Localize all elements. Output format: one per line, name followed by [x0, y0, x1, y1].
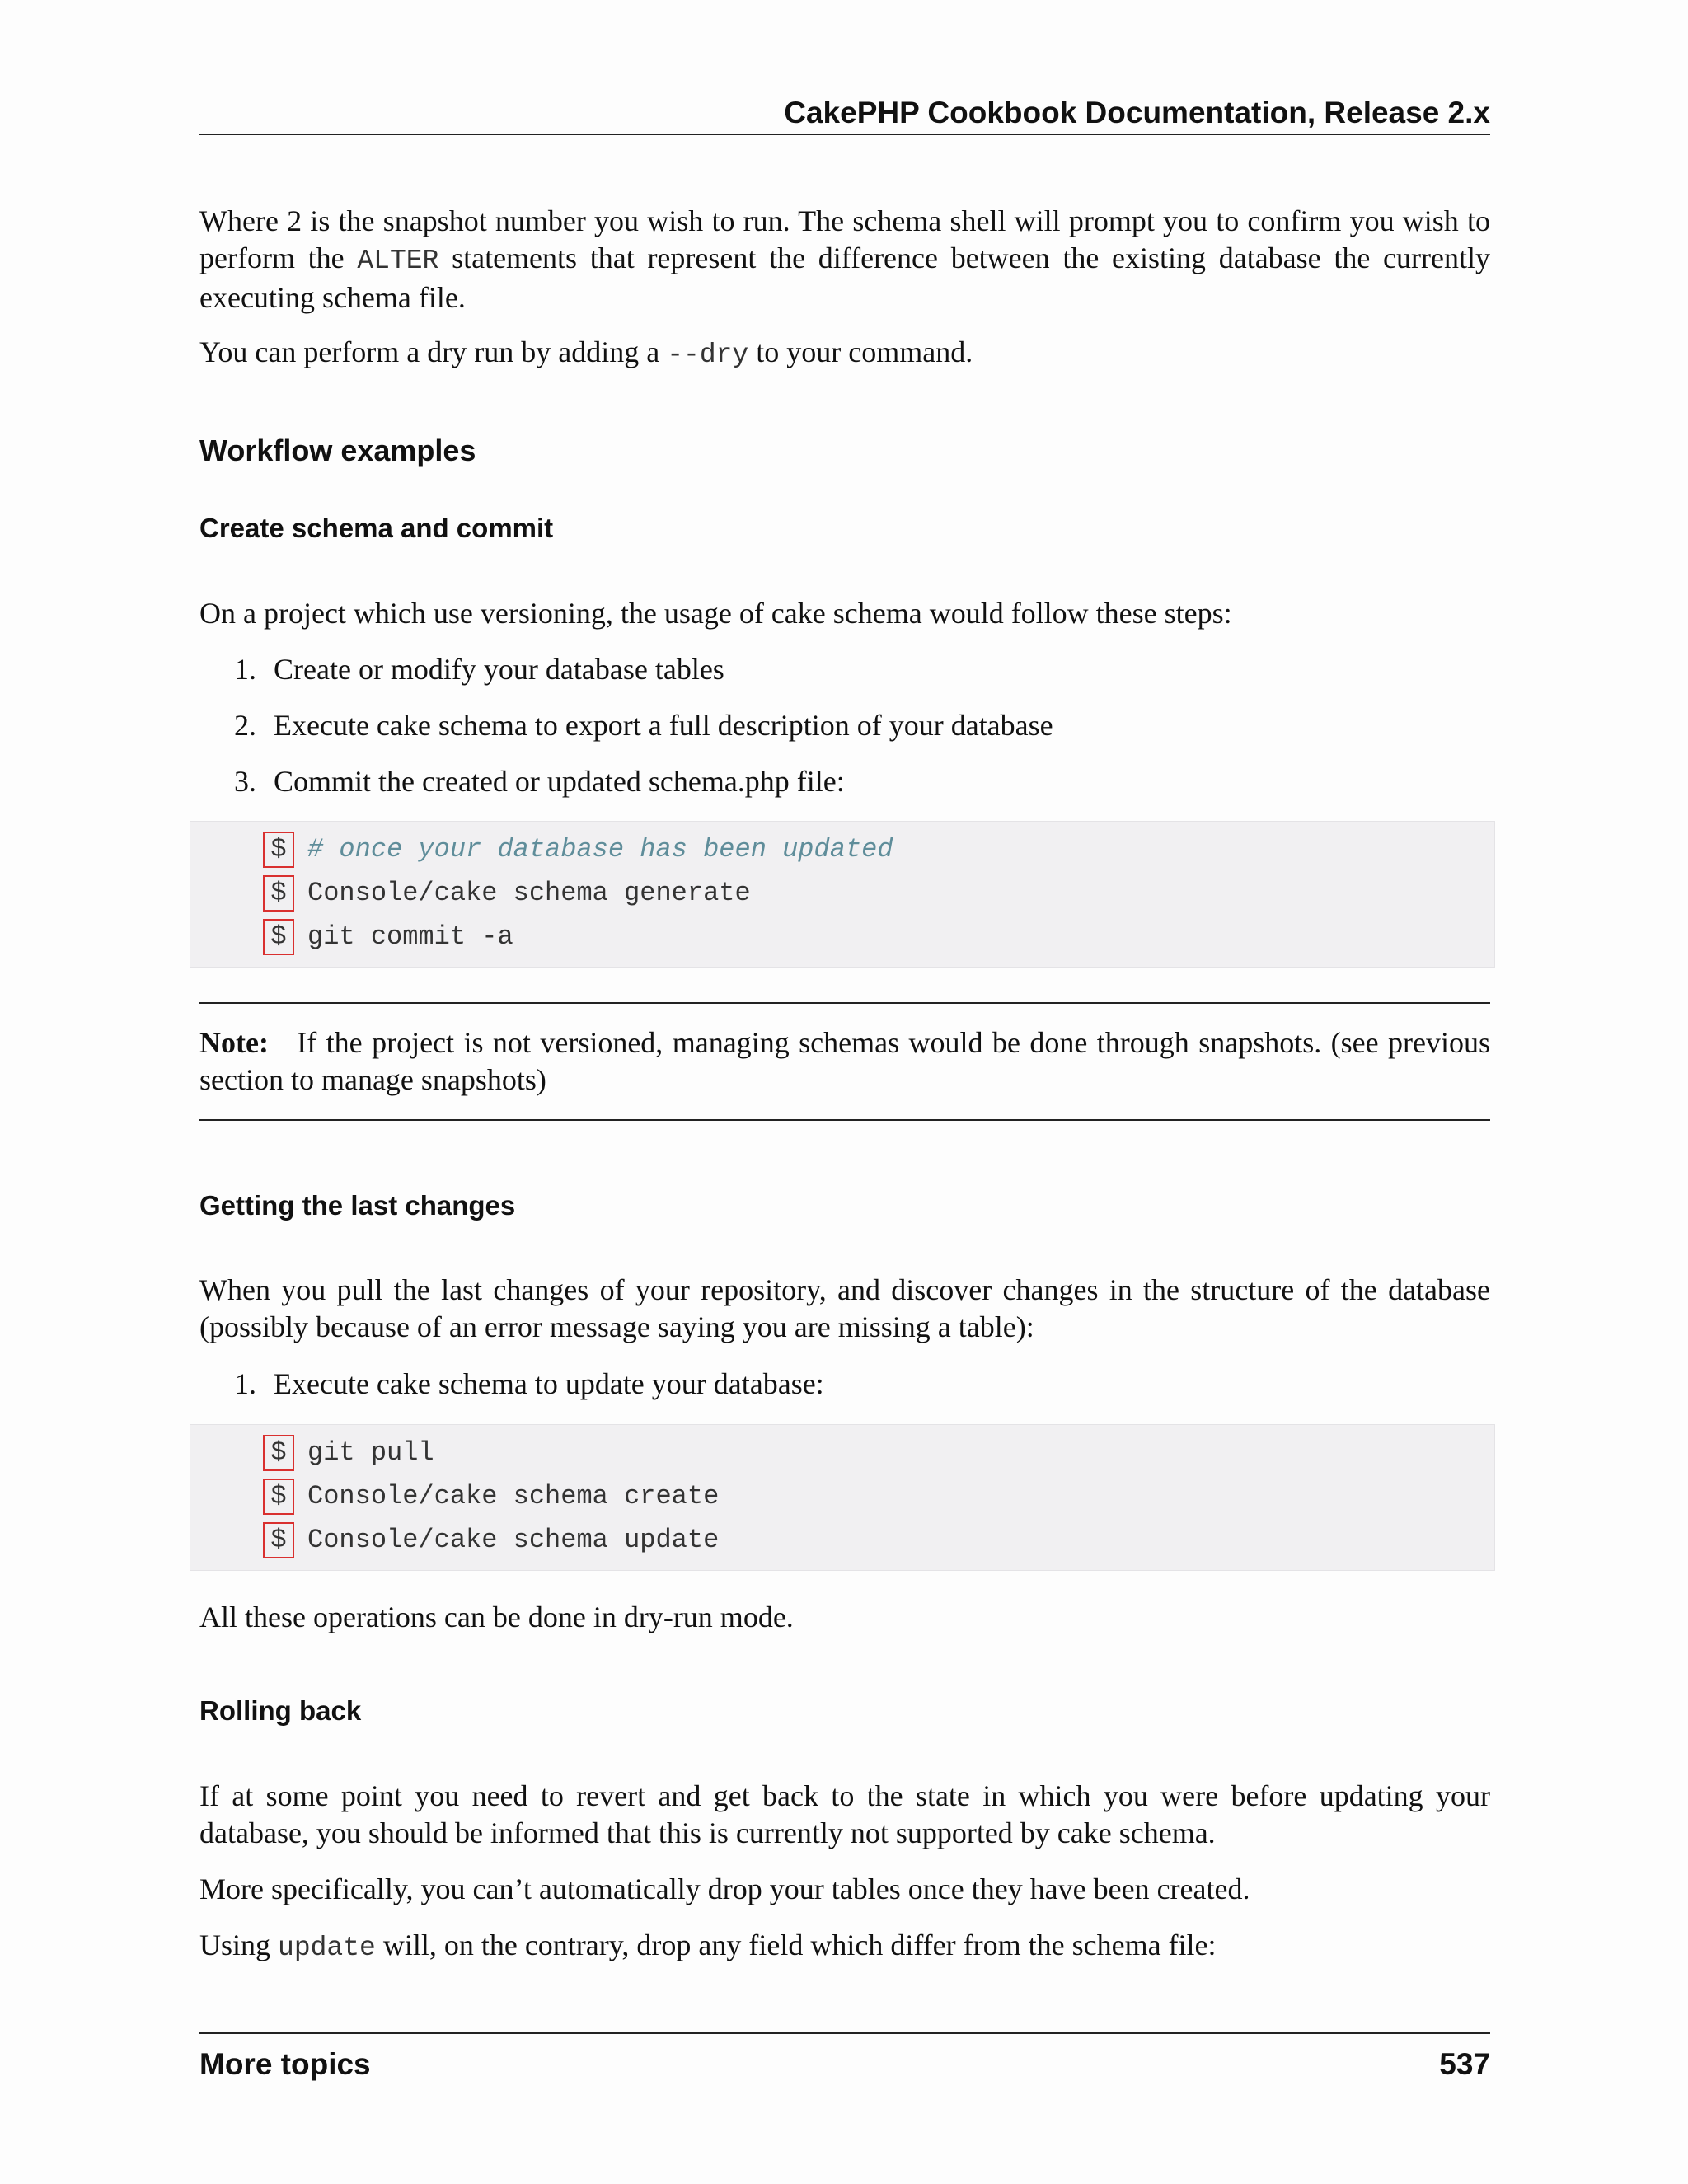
running-header: CakePHP Cookbook Documentation, Release 2.x — [784, 96, 1490, 129]
list-item-number: 3. — [234, 765, 256, 798]
footer-section-title: More topics — [199, 2047, 371, 2081]
note-text: If the project is not versioned, managing schemas would be done through snapshots. (see previous section to manage snapshots) — [199, 1026, 1491, 1096]
code-text: git pull — [307, 1437, 434, 1468]
create-schema-paragraph: On a project which use versioning, the usage of cake schema would follow these steps: — [199, 597, 1232, 630]
code-line — [263, 874, 751, 913]
code-line — [263, 830, 893, 869]
note-box — [199, 1024, 1490, 1099]
note-top-rule — [199, 1002, 1490, 1004]
code-text: Console/cake schema generate — [307, 878, 751, 908]
list-item-number: 1. — [234, 653, 256, 686]
inline-code-update: update — [278, 1933, 376, 1963]
code-line — [263, 917, 513, 957]
code-line — [263, 1521, 719, 1560]
dry-run-note-paragraph: All these operations can be done in dry-run mode. — [199, 1601, 794, 1633]
subsection-heading-create-schema: Create schema and commit — [199, 513, 554, 543]
list-item-text: Commit the created or updated schema.php file: — [274, 765, 845, 798]
list-item — [234, 763, 845, 800]
inline-code-alter: ALTER — [357, 246, 439, 276]
section-heading-workflow-examples: Workflow examples — [199, 434, 476, 467]
shell-prompt: $ — [263, 832, 294, 868]
code-line — [263, 1433, 434, 1473]
shell-prompt: $ — [263, 919, 294, 955]
inline-code-dry: --dry — [667, 340, 749, 370]
intro-text-b: statements that represent the difference between the existing database the currently executing schema file. — [199, 241, 1490, 314]
rolling-back-text-b: will, on the contrary, drop any field which differ from the schema file: — [375, 1929, 1217, 1961]
shell-prompt: $ — [263, 1479, 294, 1515]
code-block-update — [190, 1424, 1495, 1571]
intro-paragraph-dry-run — [199, 334, 1490, 373]
code-text: Console/cake schema update — [307, 1525, 720, 1555]
footer-page-number: 537 — [1439, 2047, 1490, 2081]
list-item-text: Execute cake schema to update your database: — [274, 1367, 824, 1400]
dry-run-text-a: You can perform a dry run by adding a — [199, 335, 668, 368]
code-text: Console/cake schema create — [307, 1481, 720, 1511]
code-text: git commit -a — [307, 921, 513, 952]
list-item-number: 2. — [234, 709, 256, 742]
list-item — [234, 1366, 824, 1403]
rolling-back-paragraph: If at some point you need to revert and get back to the state in which you were before updating your database, you should be informed that this is currently not supported by cake schema. — [199, 1779, 1490, 1849]
footer-rule — [199, 2032, 1490, 2034]
list-item-text: Execute cake schema to export a full description of your database — [274, 709, 1053, 742]
dry-run-text-b: to your command. — [748, 335, 973, 368]
code-comment: # once your database has been updated — [307, 834, 893, 865]
intro-text-a: Where 2 is the snapshot number you wish to run. The schema shell will prompt you to confirm you wish to perform the — [199, 204, 1490, 274]
code-line — [263, 1477, 719, 1516]
list-item — [234, 651, 724, 688]
list-item — [234, 707, 1053, 744]
last-changes-paragraph: When you pull the last changes of your repository, and discover changes in the structure of the database (possibly because of an error message saying you are missing a table): — [199, 1273, 1490, 1343]
shell-prompt: $ — [263, 1522, 294, 1558]
subsection-heading-rolling-back: Rolling back — [199, 1695, 362, 1726]
code-block-commit — [190, 821, 1495, 968]
intro-paragraph-snapshot — [199, 203, 1490, 316]
rolling-back-text-a: Using — [199, 1929, 279, 1961]
rolling-back-paragraph: More specifically, you can’t automatically drop your tables once they have been created. — [199, 1872, 1250, 1905]
note-bottom-rule — [199, 1119, 1490, 1121]
rolling-back-paragraph — [199, 1927, 1490, 1966]
shell-prompt: $ — [263, 1435, 294, 1471]
shell-prompt: $ — [263, 875, 294, 912]
list-item-text: Create or modify your database tables — [274, 653, 724, 686]
note-label: Note: — [199, 1026, 269, 1059]
header-rule — [199, 134, 1490, 135]
subsection-heading-last-changes: Getting the last changes — [199, 1190, 516, 1221]
list-item-number: 1. — [234, 1367, 256, 1400]
